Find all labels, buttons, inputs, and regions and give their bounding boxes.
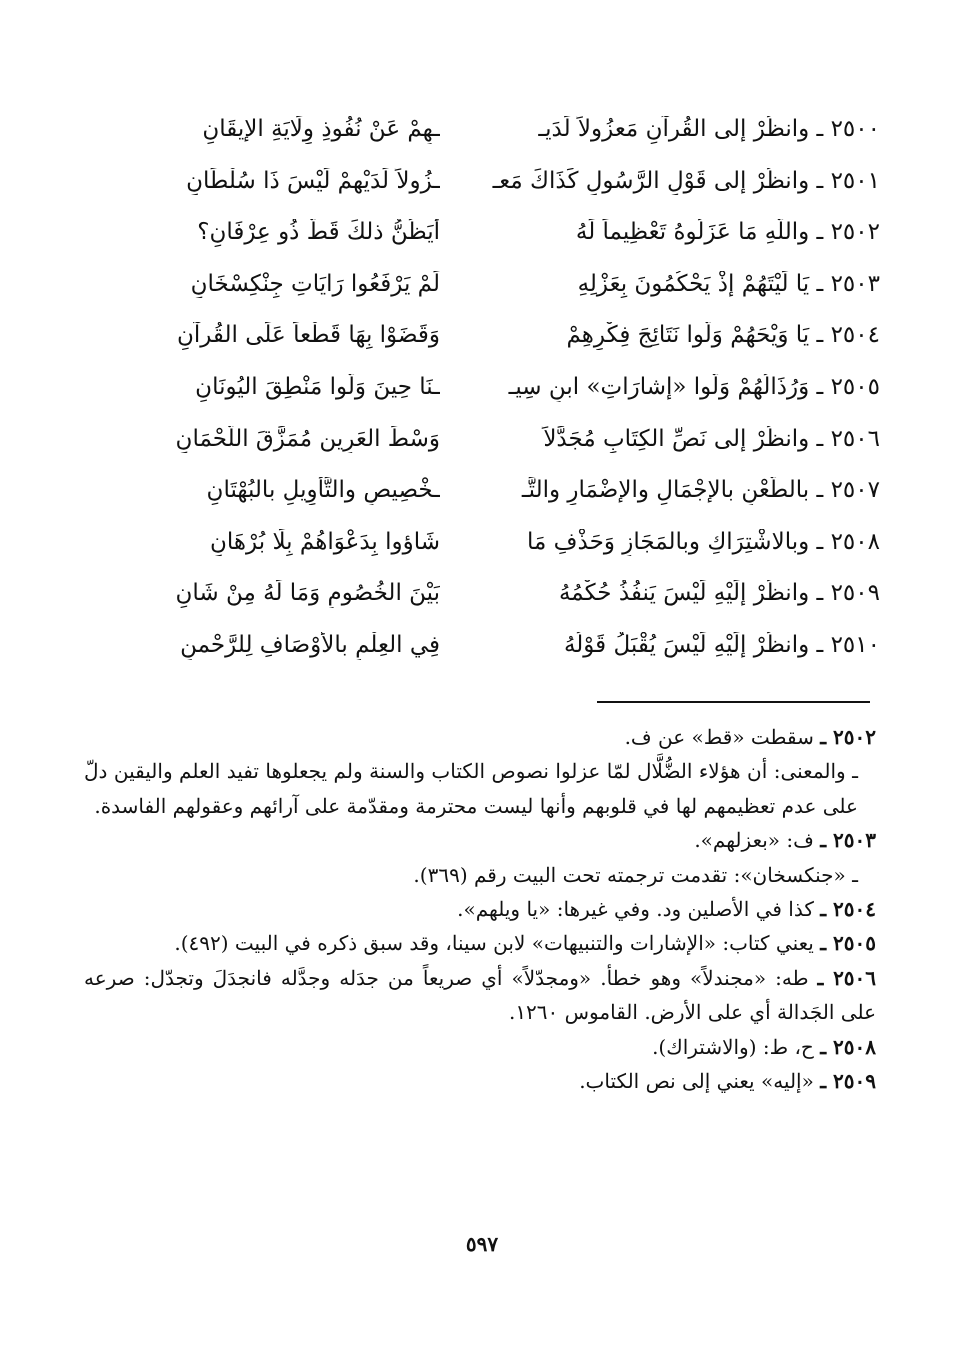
footnote-separator <box>597 701 870 703</box>
footnote-text: ـ والمعنى: أن هؤلاء الضُّلَّال لمّا عزلوا نصوص الكتاب والسنة ولم يجعلوها تفيد العلم واليقين دلّ على عدم تعظيمهم لها في قلوبهم وأنها ليست محترمة ومقدّمة على آرائهم وعقولهم الفاسدة. <box>84 759 858 818</box>
verse-row <box>80 259 880 311</box>
page-number: ٥٩٧ <box>465 1232 499 1256</box>
verse-first-hemistich: ٢٥٠٩ ـ وانظُرْ إلَيْهِ لَيْسَ يَنفُذُ حُكْمُهُ <box>558 580 880 607</box>
footnote-number: ٢٥٠٣ ـ <box>820 828 876 853</box>
footnote <box>84 823 876 857</box>
footnote-number: ٢٥٠٢ ـ <box>820 725 876 749</box>
footnote-number: ٢٥٠٦ ـ <box>817 965 877 990</box>
footnotes <box>84 720 876 1098</box>
footnote <box>84 926 876 960</box>
footnote <box>84 754 876 823</box>
verse-second-hemistich: فِي العِلْمِ بالأوْصَافِ لِلرَّحْمنِ <box>180 631 440 658</box>
verse-second-hemistich: لَمْ يَرْفَعُوا رَايَاتِ جِنْكِسْخَانِ <box>190 270 440 297</box>
verse-second-hemistich: أيَظُنُّ ذلكَ قَطُّ ذُو عِرْفَانِ؟ <box>197 219 440 246</box>
footnote <box>84 892 876 926</box>
verse-first-hemistich: ٢٥٠٤ ـ يَا وَيْحَهُمْ وَلَّوا نَتَائِجَ فِكْرِهِمْ <box>566 322 880 349</box>
footnote <box>84 1064 876 1098</box>
verse-second-hemistich: شَاؤوا بِدَعْوَاهُمْ بِلَا بُرْهَانِ <box>210 528 440 555</box>
footnote-number: ٢٥٠٥ ـ <box>820 931 876 956</box>
verse-second-hemistich: وَقَضَوْا بِهَا قَطْعاً عَلَى القُرآنِ <box>176 322 440 349</box>
footnote <box>84 720 876 754</box>
footnote-text: سقطت «قط» عن ف. <box>624 725 814 749</box>
verse-first-hemistich: ٢٥٠٣ ـ يَا لَيْتَهُمْ إذْ يَحْكُمُونَ بِعَزْلِهِ <box>577 270 880 297</box>
verse-first-hemistich: ٢٥٠٥ ـ وَرُذَالُهُمْ وَلَّوا «إشارَاتِ» ابنِ سِيـ <box>508 373 880 400</box>
footnote-text: ـ «جنكسخان»: تقدمت ترجمته تحت البيت رقم (٣٦٩). <box>413 862 858 887</box>
footnote <box>84 858 876 892</box>
footnote-number: ٢٥٠٩ ـ <box>820 1068 876 1093</box>
footnote-text: كذا في الأصلين ود. وفي غيرها: «يا ويلهم». <box>457 896 814 921</box>
verse-second-hemistich: وَسْطَ العَرِينِ مُمَزَّقَ اللُّحْمَانِ <box>175 425 440 452</box>
verse-first-hemistich: ٢٥٠١ ـ وانظُرْ إلى قَوْلِ الرَّسُولِ كَذَاكَ مَعـ <box>492 167 880 194</box>
verse-row <box>80 517 880 569</box>
verse-second-hemistich: بَيْنَ الخُصُومِ وَمَا لَهُ مِنْ شَانِ <box>175 580 440 607</box>
footnote-text: يعني كتاب: «الإشارات والتنبيهات» لابن سينا، وقد سبق ذكره في البيت (٤٩٢). <box>174 931 814 956</box>
footnote-text: «إليه» يعني إلى نص الكتاب. <box>579 1068 814 1093</box>
verse-first-hemistich: ٢٥٠٢ ـ واللّهِ مَا عَزَلُوهُ تَعْظِيماً لَهُ <box>575 219 880 246</box>
footnote-number: ٢٥٠٨ ـ <box>820 1034 876 1059</box>
verse-row <box>80 465 880 517</box>
footnote-text: ح، ط: (والاشتراك). <box>652 1034 814 1059</box>
footnote <box>84 1030 876 1064</box>
verse-row <box>80 620 880 672</box>
verse-second-hemistich: ـنَا حِينَ وَلَّوا مَنْطِقَ اليُونَانِ <box>195 373 440 400</box>
verse-row <box>80 568 880 620</box>
poem-verses <box>80 104 880 672</box>
footnote-number: ٢٥٠٤ ـ <box>820 896 876 921</box>
verse-first-hemistich: ٢٥٠٠ ـ وانظُرْ إلى القُرآنِ مَعزُولاً لَدَيـ <box>538 116 880 142</box>
verse-second-hemistich: ـهِمْ عَنْ نُفُوذِ وِلَايَةِ الإيقَانِ <box>202 116 440 142</box>
verse-second-hemistich: ـزُولاً لَدَيْهِمْ لَيْسَ ذَا سُلْطَانِ <box>186 167 440 194</box>
footnote-text: طه: «مجندلاً» وهو خطأ. «ومجدّلاً» أي صريعاً من جدَله وجدَّله فانجدَلَ وتجدّل: صرعه على الجَدالة أي على الأرض. القاموس ١٢٦٠. <box>84 965 876 1025</box>
verse-row <box>80 104 880 156</box>
verse-first-hemistich: ٢٥١٠ ـ وانظُرْ إلَيْهِ لَيْسَ يُقْبَلُ قَوْلُهُ <box>563 631 880 658</box>
verse-first-hemistich: ٢٥٠٦ ـ وانظُرْ إلى نَصِّ الكِتَابِ مُجَدَّلاً <box>543 425 880 452</box>
verse-second-hemistich: ـخْصِيصِ والتَّأوِيلِ بالبُهْتَانِ <box>206 477 440 504</box>
verse-first-hemistich: ٢٥٠٨ ـ وبالاشْتِرَاكِ وبالمَجَازِ وَحَذْفِ مَا <box>527 528 880 555</box>
verse-row <box>80 362 880 414</box>
verse-row <box>80 207 880 259</box>
verse-row <box>80 310 880 362</box>
verse-first-hemistich: ٢٥٠٧ ـ بالطَّعْنِ بالإجْمَالِ والإضْمَارِ والتَّـ <box>521 477 880 504</box>
footnote <box>84 961 876 1030</box>
footnote-text: ف: «بعزلهم». <box>694 828 814 853</box>
verse-row <box>80 414 880 466</box>
verse-row <box>80 156 880 208</box>
